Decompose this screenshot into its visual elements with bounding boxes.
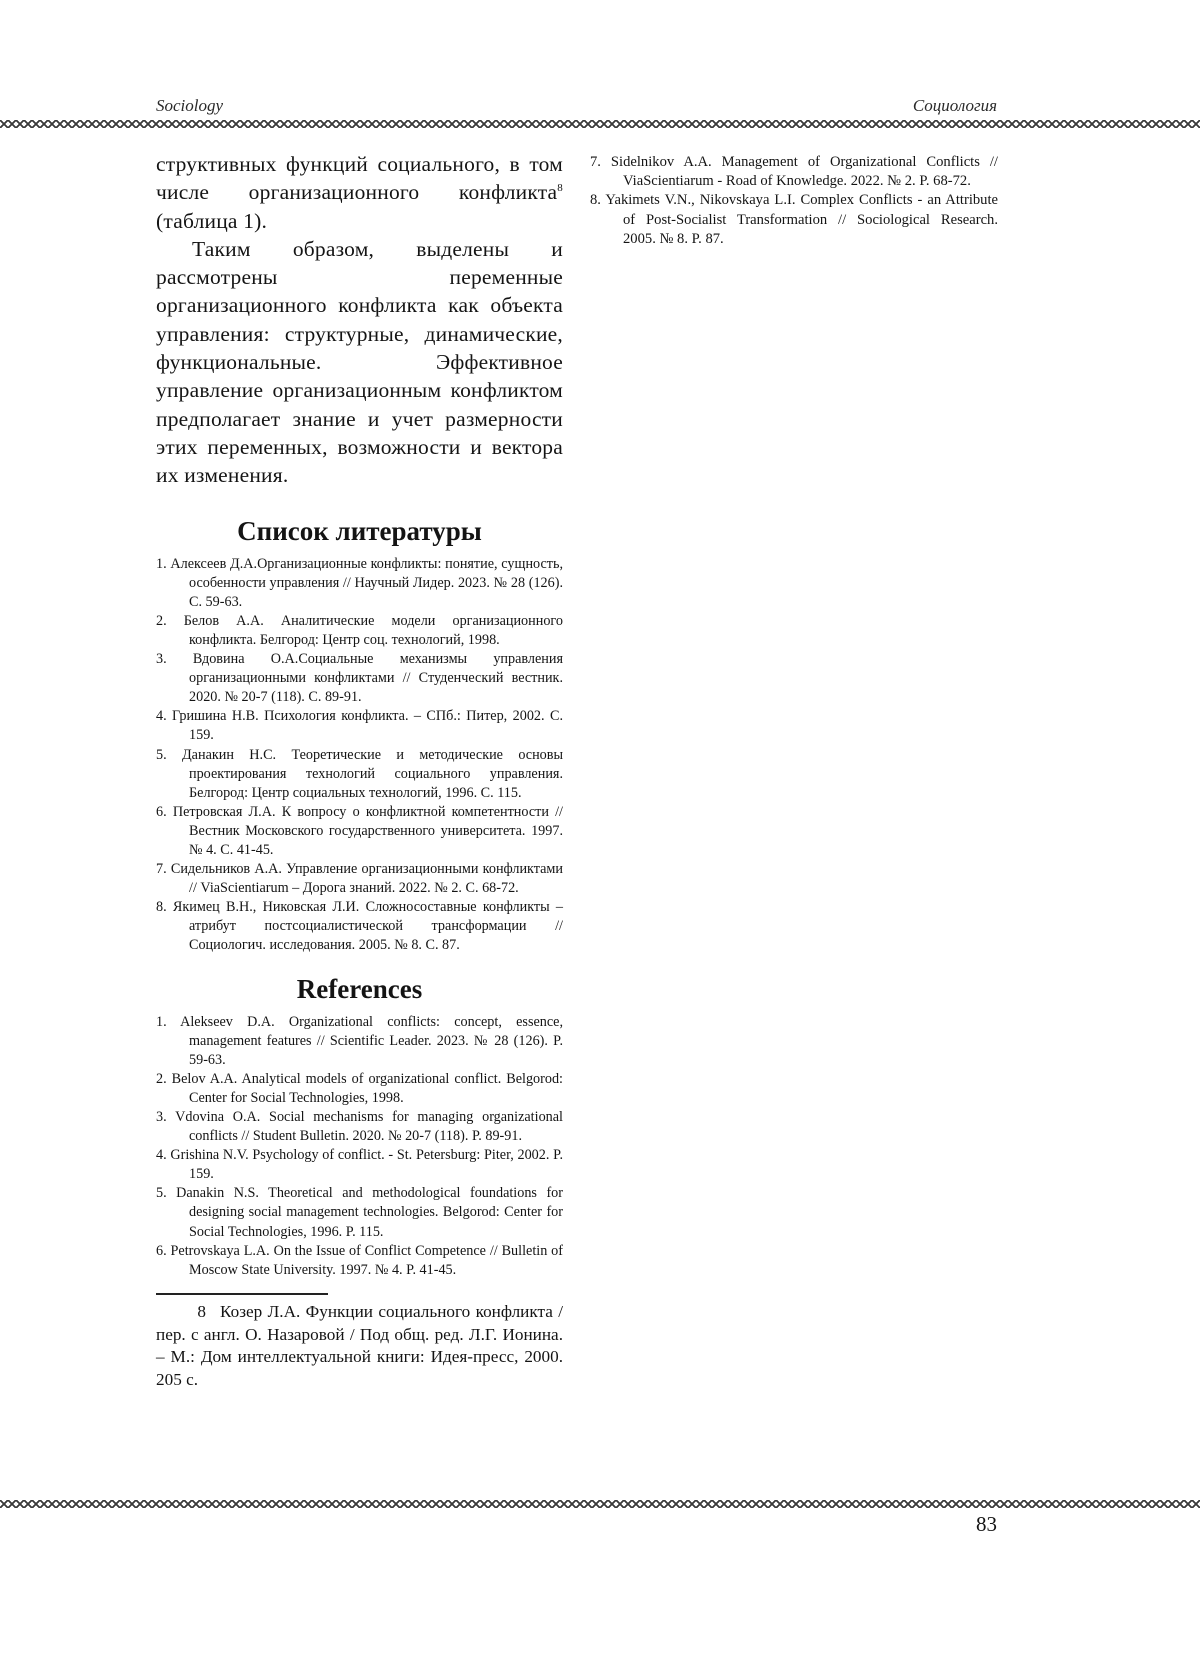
references-en-list-continued [590, 153, 998, 249]
reference-item: 4. Grishina N.V. Psychology of conflict. - St. Petersburg: Piter, 2002. P. 159. [156, 1147, 563, 1183]
reference-item: 1. Алексеев Д.А.Организационные конфликты: понятие, сущность, особенности управления // Научный Лидер. 2023. № 28 (126). С. 59-63. [156, 555, 563, 610]
footnote-reference[interactable]: 8 [557, 182, 563, 195]
body-paragraph-continued [156, 150, 563, 235]
paragraph-text: структивных функций социального, в том числе организационного конфликта [156, 152, 563, 205]
running-head-right: Социология [912, 96, 997, 115]
reference-item: 2. Belov A.A. Analytical models of organizational conflict. Belgorod: Center for Social Technologies, 1998. [156, 1070, 563, 1106]
paragraph-text-tail: (таблица 1). [156, 208, 268, 233]
reference-item: 5. Данакин Н.С. Теоретические и методические основы проектирования технологий социального управления. Белгород: Центр социальных технологий, 1996. С. 115. [156, 746, 563, 801]
decorative-border-top [0, 120, 1200, 128]
reference-item: 7. Сидельников А.А. Управление организационными конфликтами // ViaScientiarum – Дорога знаний. 2022. № 2. С. 68-72. [156, 861, 563, 897]
reference-item: 5. Danakin N.S. Theoretical and methodological foundations for designing social management technologies. Belgorod: Center for Social Technologies, 1996. P. 115. [156, 1185, 563, 1240]
reference-item: 6. Petrovskaya L.A. On the Issue of Conflict Competence // Bulletin of Moscow State University. 1997. № 4. P. 41-45. [156, 1242, 563, 1278]
reference-item: 3. Vdovina O.A. Social mechanisms for managing organizational conflicts // Student Bulletin. 2020. № 20-7 (118). P. 89-91. [156, 1109, 563, 1145]
reference-item: 7. Sidelnikov A.A. Management of Organizational Conflicts // ViaScientiarum - Road of Knowledge. 2022. № 2. P. 68-72. [590, 154, 998, 190]
reference-item: 8. Yakimets V.N., Nikovskaya L.I. Complex Conflicts - an Attribute of Post-Socialist Transformation // Sociological Research. 2005. № 8. P. 87. [590, 192, 998, 247]
reference-item: 8. Якимец В.Н., Никовская Л.И. Сложносоставные конфликты – атрибут постсоциалистической трансформации // Социологич. исследования. 2005. № 8. С. 87. [156, 899, 563, 954]
reference-item: 6. Петровская Л.А. К вопросу о конфликтной компетентности // Вестник Московского государственного университета. 1997. № 4. С. 41-45. [156, 803, 563, 858]
body-paragraph-conclusion: Таким образом, выделены и рассмотрены переменные организационного конфликта как объекта управления: структурные, динамические, функциональные. Эффективное управление организационным конфликтом предполагает знание и учет размерности этих переменных, возможности и вектора их изменения. [156, 236, 563, 488]
references-ru-heading: Список литературы [237, 515, 482, 546]
page-number: 83 [976, 1512, 997, 1536]
footnote-number: 8 [197, 1301, 206, 1321]
footnote [156, 1301, 563, 1392]
running-head-left: Sociology [156, 96, 224, 115]
references-en-heading: References [296, 973, 423, 1004]
decorative-border-bottom [0, 1500, 1200, 1508]
left-column [156, 150, 563, 1392]
right-column [590, 153, 998, 249]
reference-item: 2. Белов А.А. Аналитические модели организационного конфликта. Белгород: Центр соц. технологий, 1998. [156, 612, 563, 648]
footnote-divider [156, 1293, 328, 1295]
references-ru-list [156, 555, 563, 956]
reference-item: 3. Вдовина О.А.Социальные механизмы управления организационными конфликтами // Студенческий вестник. 2020. № 20-7 (118). С. 89-91. [156, 651, 563, 706]
reference-item: 1. Alekseev D.A. Organizational conflicts: concept, essence, management features // Scientific Leader. 2023. № 28 (126). P. 59-63. [156, 1013, 563, 1068]
reference-item: 4. Гришина Н.В. Психология конфликта. – СПб.: Питер, 2002. С. 159. [156, 708, 563, 744]
references-en-list [156, 1013, 563, 1280]
footnote-text: Козер Л.А. Функции социального конфликта / пер. с англ. О. Назаровой / Под общ. ред. Л.Г. Ионина. – М.: Дом интеллектуальной книги: Идея-пресс, 2000. 205 с. [156, 1301, 563, 1390]
